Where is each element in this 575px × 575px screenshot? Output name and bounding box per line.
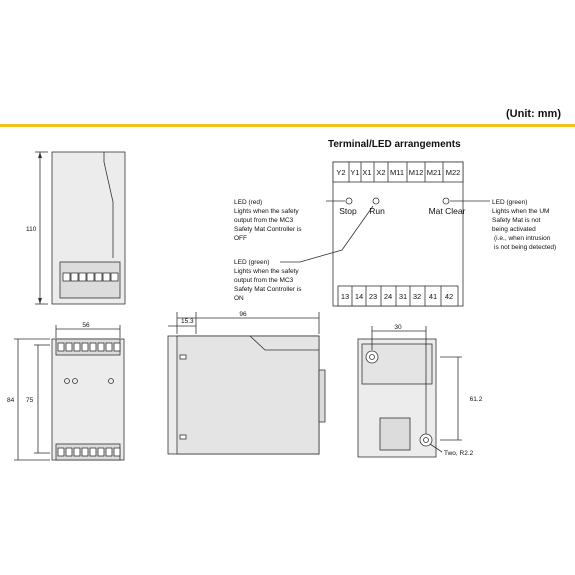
dim-110: 110 xyxy=(26,226,37,233)
terminal-label: Y2 xyxy=(336,168,346,177)
terminal-label: X1 xyxy=(362,168,372,177)
terminal-label: 31 xyxy=(398,292,408,301)
terminal-led-panel xyxy=(280,162,490,306)
annotation-line: Lights when the safety xyxy=(234,208,299,215)
dim-15-3: 15.3 xyxy=(181,318,194,325)
terminal-label: 32 xyxy=(412,292,422,301)
annotation-line: is not being detected) xyxy=(494,244,557,251)
front-terminal-block xyxy=(63,273,118,281)
annotation-line: LED (green) xyxy=(492,199,528,206)
terminal-label: 23 xyxy=(368,292,378,301)
terminal-label: 41 xyxy=(428,292,438,301)
green-run-led-annotation xyxy=(234,259,302,302)
terminal-label: M22 xyxy=(445,168,461,177)
mount-view xyxy=(14,325,124,460)
diagram-title: Terminal/LED arrangements xyxy=(328,139,461,150)
dim-75: 75 xyxy=(26,397,34,404)
terminal-label: X2 xyxy=(376,168,386,177)
red-led-annotation xyxy=(234,199,302,242)
annotation-line: LED (green) xyxy=(234,259,270,266)
dim-84: 84 xyxy=(7,397,15,404)
annotation-line: Safety Mat Controller is xyxy=(234,286,302,293)
stop-led-label: Stop xyxy=(339,206,357,216)
hole-note: Two, R2.2 xyxy=(444,450,474,457)
terminal-label: M12 xyxy=(408,168,424,177)
front-view xyxy=(35,152,125,304)
terminal-label: M11 xyxy=(389,168,405,177)
dim-56: 56 xyxy=(82,322,90,329)
terminal-label: 42 xyxy=(444,292,454,301)
annotation-line: OFF xyxy=(234,235,247,242)
annotation-line: ON xyxy=(234,295,244,302)
terminal-label: 13 xyxy=(340,292,350,301)
terminal-label: 24 xyxy=(383,292,393,301)
annotation-line: being activated xyxy=(492,226,536,233)
terminal-label: 14 xyxy=(354,292,364,301)
annotation-line: output from the MC3 xyxy=(234,277,294,284)
dim-61-2: 61.2 xyxy=(469,396,483,403)
annotation-line: Lights when the safety xyxy=(234,268,299,275)
annotation-line: output from the MC3 xyxy=(234,217,294,224)
dim-96: 96 xyxy=(239,311,247,318)
annotation-line: LED (red) xyxy=(234,199,263,206)
side-view xyxy=(168,312,325,454)
hole-view xyxy=(358,326,462,457)
mat-clear-led-label: Mat Clear xyxy=(428,206,466,216)
run-led-label: Run xyxy=(369,206,385,216)
annotation-line: Safety Mat is not xyxy=(492,217,541,224)
unit-label: (Unit: mm) xyxy=(506,108,561,120)
dim-30: 30 xyxy=(394,324,402,331)
terminal-label: M21 xyxy=(426,168,442,177)
green-mat-led-annotation xyxy=(492,199,556,251)
annotation-line: (i.e., when intrusion xyxy=(494,235,551,242)
annotation-line: Safety Mat Controller is xyxy=(234,226,302,233)
annotation-line: Lights when the UM xyxy=(492,208,550,215)
terminal-label: Y1 xyxy=(350,168,360,177)
